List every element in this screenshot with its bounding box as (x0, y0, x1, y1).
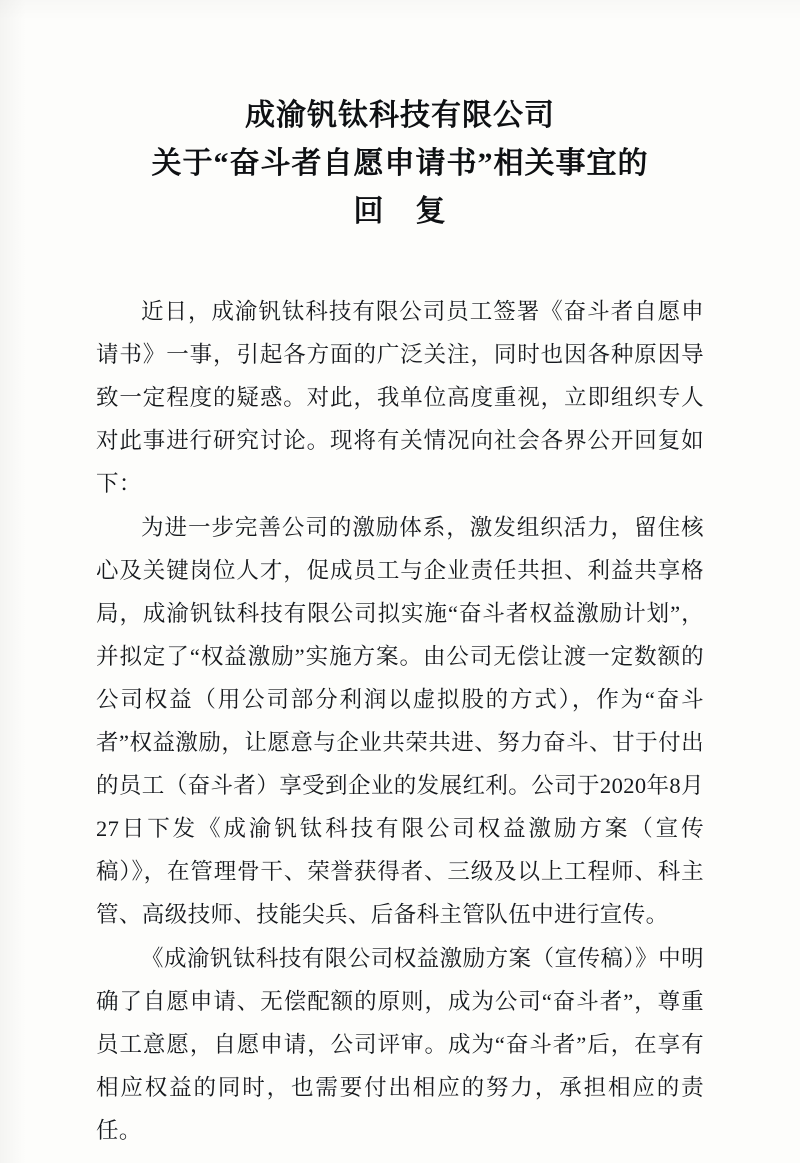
title-line-3: 回 复 (353, 195, 447, 228)
title-line-1: 成渝钒钛科技有限公司 (245, 99, 555, 132)
body-paragraph-2: 为进一步完善公司的激励体系，激发组织活力，留住核心及关键岗位人才，促成员工与企业责任共担、利益共享格局，成渝钒钛科技有限公司拟实施“奋斗者权益激励计划”，并拟定了“权益激励”实施方案。由公司无偿让渡一定数额的公司权益（用公司部分利润以虚拟股的方式），作为“奋斗者”权益激励，让愿意与企业共荣共进、努力奋斗、甘于付出的员工（奋斗者）享受到企业的发展红利。公司于2020年8月27日下发《成渝钒钛科技有限公司权益激励方案（宣传稿）》，在管理骨干、荣誉获得者、三级及以上工程师、科主管、高级技师、技能尖兵、后备科主管队伍中进行宣传。 (96, 515, 704, 927)
document-title (96, 92, 704, 236)
document-body (96, 290, 704, 1152)
body-paragraph-3: 《成渝钒钛科技有限公司权益激励方案（宣传稿）》中明确了自愿申请、无偿配额的原则，成为公司“奋斗者”，尊重员工意愿，自愿申请，公司评审。成为“奋斗者”后，在享有相应权益的同时，也需要付出相应的努力，承担相应的责任。 (96, 946, 704, 1143)
body-paragraph-1: 近日，成渝钒钛科技有限公司员工签署《奋斗者自愿申请书》一事，引起各方面的广泛关注，同时也因各种原因导致一定程度的疑惑。对此，我单位高度重视，立即组织专人对此事进行研究讨论。现将有关情况向社会各界公开回复如下： (96, 299, 704, 496)
title-line-2: 关于“奋斗者自愿申请书”相关事宜的 (151, 147, 649, 180)
